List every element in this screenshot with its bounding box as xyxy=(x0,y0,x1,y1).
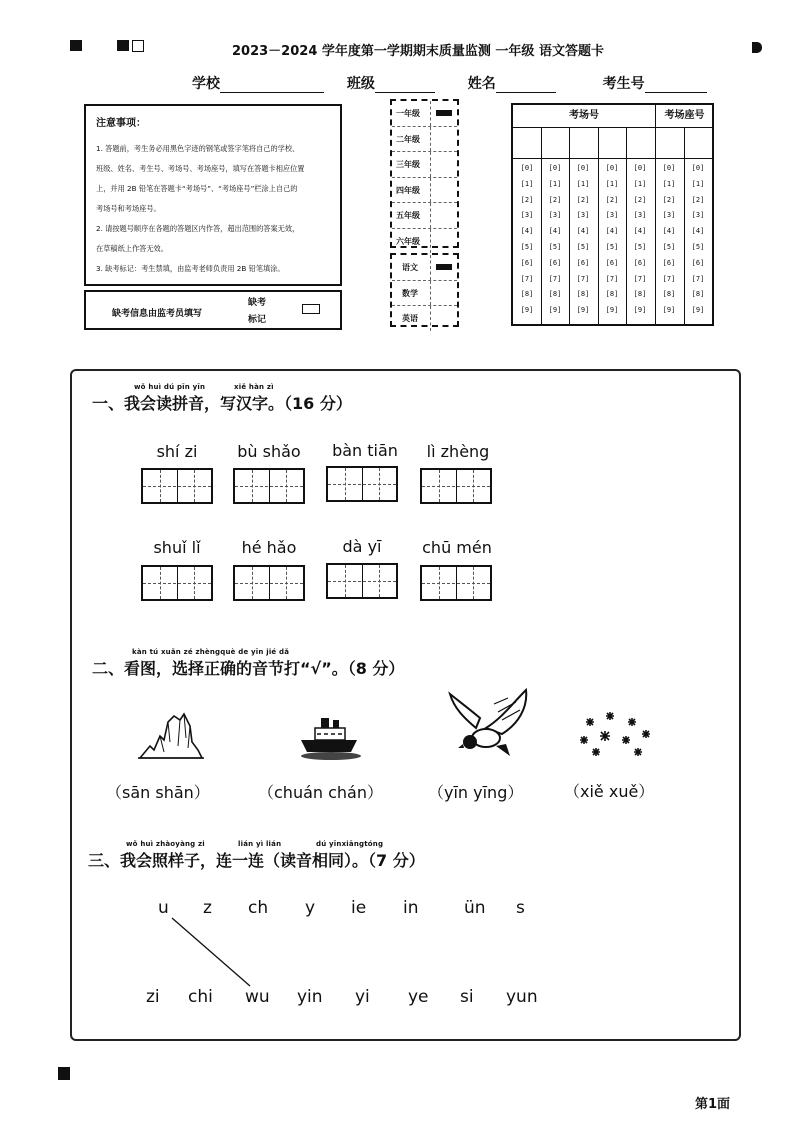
corner-mark-bottom-left xyxy=(58,1067,70,1080)
bubble-option[interactable]: [1] xyxy=(633,179,647,188)
absent-mark-label-1: 缺考 xyxy=(248,298,267,308)
bubble-option[interactable]: [4] xyxy=(605,227,619,236)
bubble-option[interactable]: [3] xyxy=(691,211,705,220)
bubble-option[interactable]: [0] xyxy=(662,164,676,172)
bubble-option[interactable]: [0] xyxy=(605,164,619,172)
syllable-letter[interactable]: ye xyxy=(408,987,429,1007)
bubble-column[interactable] xyxy=(658,161,680,319)
bubble-option[interactable]: [2] xyxy=(633,195,647,204)
absent-box xyxy=(84,290,342,330)
bubble-option[interactable]: [5] xyxy=(576,242,590,251)
bubble-option[interactable]: [7] xyxy=(633,274,647,283)
section3-ruby-2: lián yì lián xyxy=(238,840,282,848)
syllable-letter[interactable]: si xyxy=(460,987,474,1007)
bubble-option[interactable]: [9] xyxy=(605,306,619,315)
syllable-letter[interactable]: yin xyxy=(297,987,323,1007)
subject-selector xyxy=(390,253,459,327)
initial-letter[interactable]: y xyxy=(305,898,316,918)
example-connecting-line xyxy=(160,910,260,990)
syllable-letter[interactable]: yi xyxy=(355,987,370,1007)
bubble-option[interactable]: [6] xyxy=(633,258,647,267)
bubble-column[interactable] xyxy=(544,161,566,319)
subject-row[interactable] xyxy=(392,255,457,281)
exam-room-header: 考场号 xyxy=(513,105,655,128)
syllable-option[interactable]: （xiě xuě） xyxy=(564,782,655,801)
bubble-option[interactable]: [5] xyxy=(548,242,562,251)
section3-ruby-1: wǒ huì zhàoyàng zi xyxy=(126,840,205,848)
bubble-option[interactable]: [5] xyxy=(605,242,619,251)
grade-row[interactable] xyxy=(392,152,457,178)
bubble-option[interactable]: [8] xyxy=(576,290,590,299)
bubble-option[interactable]: [9] xyxy=(548,306,562,315)
absent-mark-label-2: 标记 xyxy=(248,315,267,325)
bubble-option[interactable]: [2] xyxy=(605,195,619,204)
pinyin-word: chū mén xyxy=(422,538,492,557)
bubble-option[interactable]: [0] xyxy=(691,164,705,172)
grade-row[interactable] xyxy=(392,127,457,153)
writing-box[interactable] xyxy=(326,466,398,502)
class-label: 班级 xyxy=(346,76,375,92)
bubble-option[interactable]: [8] xyxy=(605,290,619,299)
bubble-option[interactable]: [6] xyxy=(662,258,676,267)
mountain-picture xyxy=(138,712,204,762)
bubble-option[interactable]: [1] xyxy=(548,179,562,188)
section2-ruby: kàn tú xuǎn zé zhèngquè de yīn jié dǎ xyxy=(132,648,290,656)
pinyin-word: lì zhèng xyxy=(426,442,490,461)
bubble-option[interactable]: [1] xyxy=(691,179,705,188)
bubble-option[interactable]: [0] xyxy=(633,164,647,172)
name-label: 姓名 xyxy=(467,76,496,92)
bubble-option[interactable]: [8] xyxy=(691,290,705,299)
writing-box[interactable] xyxy=(420,565,492,601)
notice-line: 在草稿纸上作答无效。 xyxy=(96,244,168,253)
pinyin-word: shí zi xyxy=(156,442,198,461)
bubble-option[interactable]: [8] xyxy=(633,290,647,299)
pinyin-word: bù shǎo xyxy=(237,442,301,461)
bubble-column[interactable] xyxy=(572,161,594,319)
bubble-option[interactable]: [1] xyxy=(576,179,590,188)
bubble-option[interactable]: [3] xyxy=(633,211,647,220)
grade-row[interactable] xyxy=(392,203,457,229)
notice-line: 考场号和考场座号。 xyxy=(96,204,161,213)
grade-label: 一年级 xyxy=(396,109,420,118)
subject-label: 语文 xyxy=(402,263,418,272)
page-number: 第1面 xyxy=(695,1097,731,1112)
grade-selector xyxy=(390,99,459,248)
bubble-option[interactable]: [2] xyxy=(520,195,534,204)
bubble-option[interactable]: [5] xyxy=(633,242,647,251)
syllable-option[interactable]: （yīn yīng） xyxy=(428,783,524,802)
bubble-option[interactable]: [7] xyxy=(520,274,534,283)
bubble-option[interactable]: [7] xyxy=(576,274,590,283)
bubble-option[interactable]: [3] xyxy=(605,211,619,220)
pinyin-word: hé hǎo xyxy=(241,538,297,557)
section3-ruby-3: dú yīnxiāngtóng xyxy=(316,840,384,848)
initial-letter[interactable]: s xyxy=(516,898,525,918)
bubble-option[interactable]: [6] xyxy=(576,258,590,267)
grade-label: 五年级 xyxy=(396,211,420,220)
syllable-letter[interactable]: yun xyxy=(506,987,538,1007)
info-row xyxy=(192,73,707,93)
bubble-option[interactable]: [2] xyxy=(548,195,562,204)
bubble-option[interactable]: [0] xyxy=(548,164,562,172)
exam-room-table xyxy=(511,103,714,326)
bubble-option[interactable]: [4] xyxy=(691,227,705,236)
class-field[interactable] xyxy=(375,78,435,93)
bubble-option[interactable]: [6] xyxy=(548,258,562,267)
bubble-option[interactable]: [9] xyxy=(662,306,676,315)
exam-seat-header: 考场座号 xyxy=(655,105,713,128)
exam-no-label: 考生号 xyxy=(602,76,645,92)
grade-label: 二年级 xyxy=(396,134,420,144)
initial-letter[interactable]: ie xyxy=(351,898,367,918)
bubble-option[interactable]: [1] xyxy=(520,179,534,188)
notice-title: 注意事项： xyxy=(96,118,146,129)
bubble-option[interactable]: [8] xyxy=(662,290,676,299)
pinyin-word: shuǐ lǐ xyxy=(153,538,201,557)
pinyin-word: bàn tiān xyxy=(332,441,398,460)
subject-label: 英语 xyxy=(402,314,418,323)
bubble-option[interactable]: [3] xyxy=(662,211,676,220)
bubble-option[interactable]: [9] xyxy=(520,306,534,315)
syllable-option[interactable]: （chuán chán） xyxy=(258,783,383,802)
bubble-option[interactable]: [0] xyxy=(520,164,534,172)
bubble-option[interactable]: [9] xyxy=(633,306,647,315)
grade-row[interactable] xyxy=(392,178,457,204)
writing-box[interactable] xyxy=(141,565,213,601)
grade-label: 六年级 xyxy=(396,236,420,246)
bubble-option[interactable]: [1] xyxy=(605,179,619,188)
section3-title: 三、我会照样子，连一连（读音相同）。（7 分） xyxy=(88,851,425,870)
bubble-column[interactable] xyxy=(687,161,709,319)
section1-title: 一、我会读拼音，写汉字。（16 分） xyxy=(92,394,352,413)
bubble-option[interactable]: [4] xyxy=(520,227,534,236)
bubble-option[interactable]: [2] xyxy=(691,195,705,204)
section1-ruby-1: wǒ huì dú pīn yīn xyxy=(134,383,206,391)
bubble-option[interactable]: [5] xyxy=(691,242,705,251)
bubble-option[interactable]: [5] xyxy=(520,242,534,251)
writing-box[interactable] xyxy=(326,563,398,599)
bubble-column[interactable] xyxy=(601,161,623,319)
syllable-letter[interactable]: zi xyxy=(146,987,160,1007)
bubble-option[interactable]: [4] xyxy=(576,227,590,236)
initial-letter[interactable]: in xyxy=(403,898,419,918)
initial-letter[interactable]: ün xyxy=(464,898,486,918)
bubble-option[interactable]: [3] xyxy=(548,211,562,220)
bubble-option[interactable]: [2] xyxy=(662,195,676,204)
absent-label: 缺考信息由监考员填写 xyxy=(112,309,203,319)
corner-mark-top-right xyxy=(752,42,762,53)
bubble-option[interactable]: [9] xyxy=(691,306,705,315)
bubble-option[interactable]: [1] xyxy=(662,179,676,188)
notice-line: 上，并用 2B 铅笔在答题卡“考场号”、“考场座号”栏涂上自己的 xyxy=(96,184,298,193)
exam-no-field[interactable] xyxy=(645,78,707,93)
subject-row[interactable] xyxy=(392,281,457,307)
grade-label: 三年级 xyxy=(396,160,420,169)
bubble-option[interactable]: [6] xyxy=(605,258,619,267)
bubble-option[interactable]: [8] xyxy=(520,290,534,299)
syllable-letter[interactable]: chi xyxy=(188,987,213,1007)
notice-line: 2. 请按题号顺序在各题的答题区内作答，超出范围的答案无效， xyxy=(96,224,300,233)
writing-box[interactable] xyxy=(233,565,305,601)
bubble-option[interactable]: [7] xyxy=(691,274,705,283)
bubble-option[interactable]: [3] xyxy=(576,211,590,220)
notice-box xyxy=(84,104,342,286)
answer-sheet-title: 2023－2024 学年度第一学期期末质量监测 一年级 语文答题卡 xyxy=(232,44,604,59)
bubble-option[interactable]: [7] xyxy=(548,274,562,283)
bubble-option[interactable]: [4] xyxy=(662,227,676,236)
syllable-option[interactable]: （sān shān） xyxy=(106,783,210,802)
notice-line: 3. 缺考标记：考生禁填，由监考老师负责用 2B 铅笔填涂。 xyxy=(96,264,285,273)
bubble-option[interactable]: [0] xyxy=(576,164,590,172)
writing-box[interactable] xyxy=(420,468,492,504)
eagle-picture xyxy=(446,688,532,762)
writing-box[interactable] xyxy=(141,468,213,504)
bubble-column[interactable] xyxy=(629,161,651,319)
section1-ruby-2: xiě hàn zì xyxy=(234,383,274,391)
initial-letter[interactable]: ch xyxy=(248,898,269,918)
bubble-option[interactable]: [4] xyxy=(633,227,647,236)
corner-mark-top-left xyxy=(70,40,82,51)
bubble-option[interactable]: [7] xyxy=(662,274,676,283)
snow-picture xyxy=(576,712,656,758)
school-label: 学校 xyxy=(192,76,220,92)
notice-line: 1. 答题前，考生务必用黑色字迹的钢笔或签字笔将自己的学校、 xyxy=(96,144,300,153)
bubble-option[interactable]: [7] xyxy=(605,274,619,283)
syllable-letter[interactable]: wu xyxy=(245,987,270,1007)
grade-label: 四年级 xyxy=(396,185,420,195)
writing-box[interactable] xyxy=(233,468,305,504)
bubble-option[interactable]: [6] xyxy=(691,258,705,267)
subject-filled-mark xyxy=(436,264,452,270)
section2-title: 二、看图，选择正确的音节打“√”。（8 分） xyxy=(92,659,405,678)
bubble-option[interactable]: [8] xyxy=(548,290,562,299)
absent-mark-checkbox[interactable] xyxy=(302,304,320,314)
bubble-column[interactable] xyxy=(516,161,538,319)
grade-row[interactable] xyxy=(392,229,457,254)
initial-letter[interactable]: z xyxy=(203,898,212,918)
bubble-option[interactable]: [3] xyxy=(520,211,534,220)
corner-mark-top-left-2 xyxy=(117,40,129,51)
grade-row[interactable] xyxy=(392,101,457,127)
corner-mark-outline xyxy=(132,40,144,52)
notice-line: 班级、姓名、考生号、考场号、考场座号，填写在答题卡相应位置 xyxy=(96,164,305,173)
bubble-option[interactable]: [4] xyxy=(548,227,562,236)
subject-label: 数学 xyxy=(402,288,418,298)
bubble-option[interactable]: [5] xyxy=(662,242,676,251)
ship-picture xyxy=(297,710,367,762)
pinyin-word: dà yī xyxy=(342,537,382,556)
bubble-option[interactable]: [2] xyxy=(576,195,590,204)
school-field[interactable] xyxy=(220,78,324,93)
name-field[interactable] xyxy=(496,78,556,93)
bubble-option[interactable]: [6] xyxy=(520,258,534,267)
initial-letter[interactable]: u xyxy=(158,898,169,918)
subject-row[interactable] xyxy=(392,306,457,331)
grade-filled-mark xyxy=(436,110,452,116)
bubble-option[interactable]: [9] xyxy=(576,306,590,315)
